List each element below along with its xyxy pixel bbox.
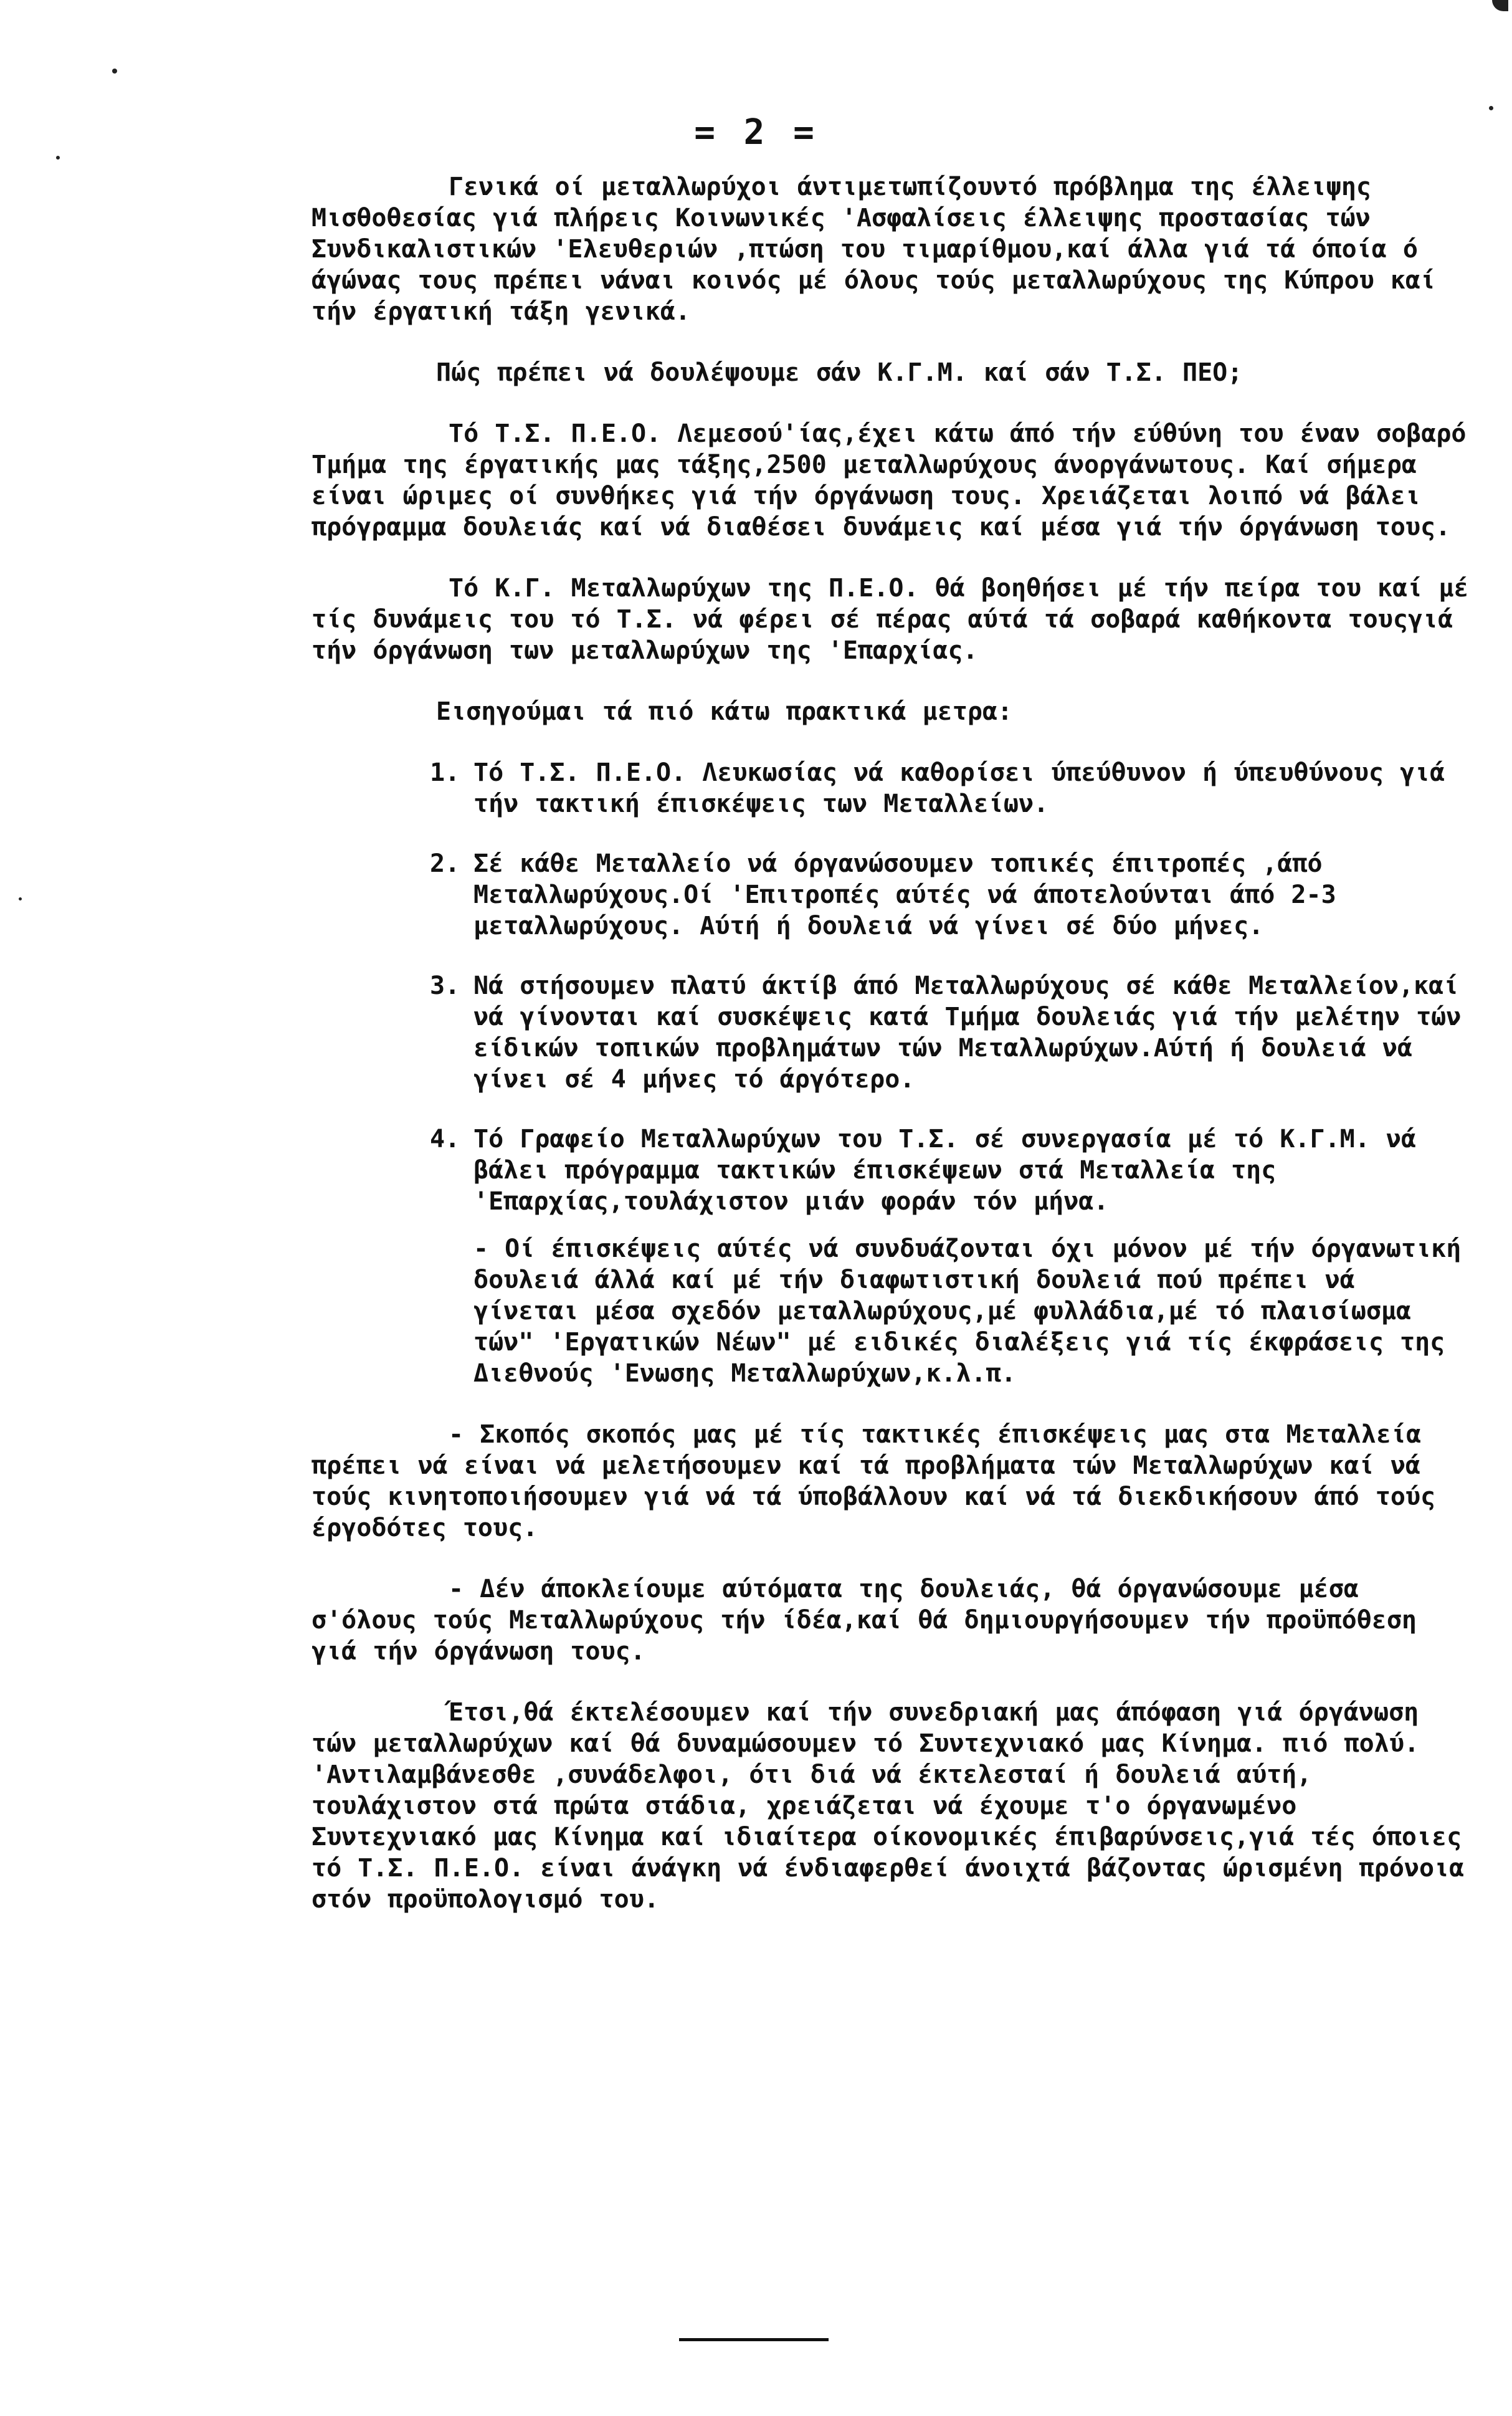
section-question: Πώς πρέπει νά δουλέψουμε σάν Κ.Γ.Μ. καί σάν Τ.Σ. ΠΕΟ;: [436, 358, 1243, 387]
end-rule: [679, 2338, 829, 2341]
list-item: [311, 757, 1470, 819]
scan-speck: [112, 69, 117, 74]
list-item-number: 2.: [430, 849, 460, 878]
scan-speck: [56, 156, 60, 160]
closing-paragraph: - Σκοπός σκοπός μας μέ τίς τακτικές έπισκέψεις μας στα Μεταλλεία πρέπει νά είναι νά μελετήσουμεν καί τά προβλήματα τών Μεταλλωρύχων καί νά τούς κινητοποιήσουμεν γιά νά τά ύποβάλλουν καί νά τά διεκδικήσουν άπό τούς έργοδότες τους.: [311, 1420, 1452, 1542]
document-body: [311, 171, 1485, 1945]
body-paragraph: Τό Κ.Γ. Μεταλλωρύχων της Π.Ε.Ο. θά βοηθήσει μέ τήν πείρα του καί μέ τίς δυνάμεις του τό Τ.Σ. νά φέρει σέ πέρας αύτά τά σοβαρά καθήκοντα τουςγιά τήν όργάνωση των μεταλλωρύχων της 'Επαρχίας.: [311, 574, 1485, 665]
list-item-number: 1.: [430, 758, 460, 787]
scan-speck: [1489, 106, 1493, 110]
list-item: [311, 970, 1470, 1095]
proposals-list: [311, 757, 1470, 1217]
scan-artifact: [1492, 0, 1508, 11]
proposal-note: - Οί έπισκέψεις αύτές νά συνδυάζονται όχι μόνον μέ τήν όργανωτική δουλειά άλλά καί μέ τήν διαφωτιστική δουλειά πού πρέπει νά γίνεται μέσα σχεδόν μεταλλωρύχους,μέ φυλλάδια,μέ τό πλαισίωσμα τών" 'Εργατικών Νέων" μέ ειδικές διαλέξεις γιά τίς έκφράσεις της Διεθνούς 'Ενωσης Μεταλλωρύχων,κ.λ.π.: [473, 1234, 1462, 1388]
proposals-intro: Εισηγούμαι τά πιό κάτω πρακτικά μετρα:: [436, 697, 1013, 726]
list-item-number: 4.: [430, 1125, 460, 1153]
closing-paragraph: Έτσι,θά έκτελέσουμεν καί τήν συνεδριακή μας άπόφαση γιά όργάνωση τών μεταλλωρύχων καί θά δυναμώσουμεν τό Συντεχνιακό μας Κίνημα. πιό πολύ. 'Αντιλαμβάνεσθε ,συνάδελφοι, ότι διά νά έκτελεσταί ή δουλειά αύτή, τουλάχιστον στά πρώτα στάδια, χρειάζεται νά έχουμε τ'ο όργανωμένο Συντεχνιακό μας Κίνημα καί ιδιαίτερα οίκονομικές έπιβαρύνσεις,γιά τές όποιες τό Τ.Σ. Π.Ε.Ο. είναι άνάγκη νά ένδιαφερθεί άνοιχτά βάζοντας ώρισμένη πρόνοια στόν προϋπολογισμό του.: [311, 1698, 1481, 1914]
page-number: = 2 =: [694, 112, 818, 153]
list-item: [311, 1124, 1470, 1217]
scan-speck: [19, 897, 22, 900]
list-item: [311, 848, 1470, 942]
list-item-text: Σέ κάθε Μεταλλείο νά όργανώσουμεν τοπικές έπιτροπές ,άπό Μεταλλωρύχους.Οί 'Επιτροπές αύτές νά άποτελούνται άπό 2-3 μεταλλωρύχους. Αύτή ή δουλειά νά γίνει σέ δύο μήνες.: [473, 849, 1336, 940]
closing-paragraph: - Δέν άποκλείουμε αύτόματα της δουλειάς, θά όργανώσουμε μέσα σ'όλους τούς Μεταλλωρύχους τήν ίδέα,καί θά δημιουργήσουμεν τήν προϋπόθεση γιά τήν όργάνωση τους.: [311, 1575, 1434, 1666]
body-paragraph: Τό Τ.Σ. Π.Ε.Ο. Λεμεσού'ίας,έχει κάτω άπό τήν εύθύνη του έναν σοβαρό Τμήμα της έργατικής μας τάξης,2500 μεταλλωρύχους άνοργάνωτους. Καί σήμερα είναι ώριμες οί συνθήκες γιά τήν όργάνωση τους. Χρειάζεται λοιπό νά βάλει πρόγραμμα δουλειάς καί νά διαθέσει δυνάμεις καί μέσα γιά τήν όργάνωση τους.: [311, 419, 1483, 542]
list-item-text: Τό Γραφείο Μεταλλωρύχων του Τ.Σ. σέ συνεργασία μέ τό Κ.Γ.Μ. νά βάλει πρόγραμμα τακτικών έπισκέψεων στά Μεταλλεία της 'Επαρχίας,τουλάχιστον μιάν φοράν τόν μήνα.: [473, 1125, 1417, 1216]
list-item-text: Νά στήσουμεν πλατύ άκτίβ άπό Μεταλλωρύχους σέ κάθε Μεταλλείον,καί νά γίνονται καί συσκέψεις κατά Τμήμα δουλειάς γιά τήν μελέτην τών είδικών τοπικών προβλημάτων τών Μεταλλωρύχων.Αύτή ή δουλειά νά γίνει σέ 4 μήνες τό άργότερο.: [473, 972, 1462, 1094]
list-item-number: 3.: [430, 972, 460, 1000]
intro-paragraph: Γενικά οί μεταλλωρύχοι άντιμετωπίζουντό πρόβλημα της έλλειψης Μισθοθεσίας γιά πλήρεις Κοινωνικές 'Ασφαλίσεις έλλειψης προστασίας τών Συνδικαλιστικών 'Ελευθεριών ,πτώση του τιμαρίθμου,καί άλλα γιά τά όποία ό άγώνας τους πρέπει νάναι κοινός μέ όλους τούς μεταλλωρύχους της Κύπρου καί τήν έργατική τάξη γενικά.: [311, 173, 1452, 326]
list-item-text: Τό Τ.Σ. Π.Ε.Ο. Λευκωσίας νά καθορίσει ύπεύθυνον ή ύπευθύνους γιά τήν τακτική έπισκέψεις των Μεταλλείων.: [473, 758, 1445, 818]
